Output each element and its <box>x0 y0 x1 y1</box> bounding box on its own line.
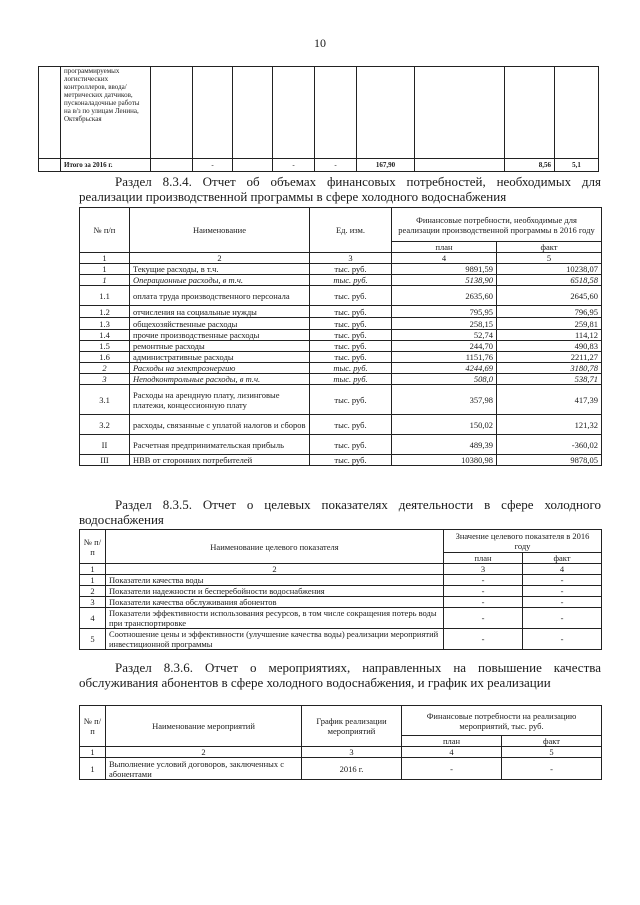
row-name: расходы, связанные с уплатой налогов и сборов <box>130 415 310 435</box>
continuation-table <box>38 66 599 172</box>
column-number: 4 <box>402 747 502 758</box>
row-name: оплата труда производственного персонала <box>130 286 310 306</box>
column-number: 1 <box>80 253 130 264</box>
row-unit: тыс. руб. <box>310 352 392 363</box>
row-unit: тыс. руб. <box>310 330 392 341</box>
row-number: 3 <box>80 374 130 385</box>
row-name: Расчетная предпринимательская прибыль <box>130 435 310 455</box>
row-fact-value: - <box>523 597 602 608</box>
total-cell: - <box>273 159 315 172</box>
header-unit: Ед. изм. <box>310 208 392 253</box>
table-row <box>80 330 602 341</box>
total-cell: 8,56 <box>505 159 555 172</box>
row-number: 3 <box>80 597 106 608</box>
header-name: Наименование мероприятий <box>106 706 302 747</box>
row-name: Операционные расходы, в т.ч. <box>130 275 310 286</box>
row-fact-value: 114,12 <box>497 330 602 341</box>
row-fact-value: 490,83 <box>497 341 602 352</box>
column-number: 5 <box>502 747 602 758</box>
row-plan-value: 9891,59 <box>392 264 497 275</box>
header-name: Наименование целевого показателя <box>106 530 444 564</box>
table-row <box>80 306 602 318</box>
column-number: 1 <box>80 564 106 575</box>
table-row <box>80 374 602 385</box>
total-cell: 167,90 <box>357 159 415 172</box>
header-finance: Финансовые потребности на реализацию мероприятий, тыс. руб. <box>402 706 602 736</box>
section-title-8-3-6: Раздел 8.3.6. Отчет о мероприятиях, направленных на повышение качества обслуживания абонентов в сфере холодного водоснабжения, и график их реализации <box>79 660 601 690</box>
row-name: Неподконтрольные расходы, в т.ч. <box>130 374 310 385</box>
row-fact-value: - <box>523 608 602 629</box>
row-fact-value: -360,02 <box>497 435 602 455</box>
column-number: 2 <box>130 253 310 264</box>
target-indicators-table <box>79 529 602 650</box>
row-unit: тыс. руб. <box>310 318 392 330</box>
row-fact-value: 2645,60 <box>497 286 602 306</box>
header-fact: факт <box>523 553 602 564</box>
row-number: 1.1 <box>80 286 130 306</box>
table-row <box>80 597 602 608</box>
row-fact-value: 538,71 <box>497 374 602 385</box>
row-plan-value: 4244,69 <box>392 363 497 374</box>
row-plan-value: - <box>444 586 523 597</box>
row-fact-value: 2211,27 <box>497 352 602 363</box>
table-row <box>80 385 602 415</box>
table-row <box>80 415 602 435</box>
row-plan-value: - <box>402 758 502 780</box>
header-name: Наименование <box>130 208 310 253</box>
row-number: 1.2 <box>80 306 130 318</box>
row-plan-value: 258,15 <box>392 318 497 330</box>
row-fact-value: - <box>502 758 602 780</box>
section-title-8-3-4: Раздел 8.3.4. Отчет об объемах финансовых потребностей, необходимых для реализации производственной программы в сфере холодного водоснабжения <box>79 174 601 204</box>
row-number: 5 <box>80 629 106 650</box>
financial-needs-table <box>79 207 602 466</box>
row-name: НВВ от сторонних потребителей <box>130 455 310 466</box>
header-num: № п/п <box>80 208 130 253</box>
row-fact-value: 121,32 <box>497 415 602 435</box>
column-number: 5 <box>497 253 602 264</box>
row-unit: тыс. руб. <box>310 374 392 385</box>
row-name: Показатели качества обслуживания абонентов <box>106 597 444 608</box>
row-fact-value: 6518,58 <box>497 275 602 286</box>
row-number: 1.5 <box>80 341 130 352</box>
table-row <box>80 575 602 586</box>
total-row <box>39 159 599 172</box>
total-cell <box>233 159 273 172</box>
table-row <box>80 608 602 629</box>
header-fact: факт <box>502 736 602 747</box>
header-num: № п/п <box>80 530 106 564</box>
row-name: отчисления на социальные нужды <box>130 306 310 318</box>
row-fact-value: 259,81 <box>497 318 602 330</box>
row-plan-value: 2635,60 <box>392 286 497 306</box>
column-number: 3 <box>310 253 392 264</box>
page-number: 10 <box>314 36 326 50</box>
column-number: 2 <box>106 747 302 758</box>
row-number: 1.4 <box>80 330 130 341</box>
table-row <box>80 455 602 466</box>
row-number: 2 <box>80 586 106 597</box>
row-name: ремонтные расходы <box>130 341 310 352</box>
row-fact-value: - <box>523 575 602 586</box>
section-title-8-3-5: Раздел 8.3.5. Отчет о целевых показателях деятельности в сфере холодного водоснабжения <box>79 497 601 527</box>
header-value: Значение целевого показателя в 2016 году <box>444 530 602 553</box>
row-unit: тыс. руб. <box>310 286 392 306</box>
row-fact-value: 10238,07 <box>497 264 602 275</box>
column-number: 4 <box>523 564 602 575</box>
total-cell: Итого за 2016 г. <box>61 159 151 172</box>
column-number-row <box>80 747 602 758</box>
header-plan: план <box>402 736 502 747</box>
row-plan-value: 508,0 <box>392 374 497 385</box>
row-number: 2 <box>80 363 130 374</box>
row-fact-value: - <box>523 629 602 650</box>
row-fact-value: 796,95 <box>497 306 602 318</box>
row-number: 1.3 <box>80 318 130 330</box>
column-number: 2 <box>106 564 444 575</box>
table-row <box>80 318 602 330</box>
total-cell: - <box>193 159 233 172</box>
row-plan-value: - <box>444 575 523 586</box>
table-row <box>80 435 602 455</box>
row-name: административные расходы <box>130 352 310 363</box>
table-row <box>80 352 602 363</box>
row-number: 1 <box>80 758 106 780</box>
table-row <box>80 629 602 650</box>
column-number: 3 <box>302 747 402 758</box>
row-unit: тыс. руб. <box>310 385 392 415</box>
row-name: общехозяйственные расходы <box>130 318 310 330</box>
row-name: Выполнение условий договоров, заключенных с абонентами <box>106 758 302 780</box>
row-plan-value: - <box>444 608 523 629</box>
row-name: Показатели качества воды <box>106 575 444 586</box>
row-unit: тыс. руб. <box>310 341 392 352</box>
row-number: 1 <box>80 264 130 275</box>
row-unit: тыс. руб. <box>310 363 392 374</box>
row-plan-value: - <box>444 629 523 650</box>
header-plan: план <box>444 553 523 564</box>
header-num: № п/п <box>80 706 106 747</box>
row-plan-value: 489,39 <box>392 435 497 455</box>
row-name: Текущие расходы, в т.ч. <box>130 264 310 275</box>
total-cell: 5,1 <box>555 159 599 172</box>
row-unit: тыс. руб. <box>310 435 392 455</box>
row-fact-value: 417,39 <box>497 385 602 415</box>
row-name: Расходы на электроэнергию <box>130 363 310 374</box>
row-fact-value: - <box>523 586 602 597</box>
row-plan-value: 5138,90 <box>392 275 497 286</box>
work-description: программируемых логистических контроллеров, ввода/метрических датчиков, пусконаладочные работы на в/з по улицам Ленина, Октябрьская <box>61 67 151 159</box>
row-name: Показатели эффективности использования ресурсов, в том числе сокращения потерь воды при транспортировке <box>106 608 444 629</box>
column-number: 1 <box>80 747 106 758</box>
total-cell: - <box>315 159 357 172</box>
row-plan-value: 52,74 <box>392 330 497 341</box>
row-fact-value: 3180,78 <box>497 363 602 374</box>
row-schedule: 2016 г. <box>302 758 402 780</box>
row-name: прочие производственные расходы <box>130 330 310 341</box>
row-unit: тыс. руб. <box>310 275 392 286</box>
header-fact: факт <box>497 242 602 253</box>
row-number: III <box>80 455 130 466</box>
table-row <box>80 758 602 780</box>
row-unit: тыс. руб. <box>310 415 392 435</box>
row-number: 4 <box>80 608 106 629</box>
total-cell <box>415 159 505 172</box>
row-plan-value: 150,02 <box>392 415 497 435</box>
row-plan-value: 10380,98 <box>392 455 497 466</box>
total-cell <box>151 159 193 172</box>
table-row <box>80 363 602 374</box>
row-number: 3.2 <box>80 415 130 435</box>
row-plan-value: - <box>444 597 523 608</box>
table-row <box>80 264 602 275</box>
table-row <box>80 341 602 352</box>
row-plan-value: 244,70 <box>392 341 497 352</box>
column-number: 3 <box>444 564 523 575</box>
row-plan-value: 1151,76 <box>392 352 497 363</box>
row-unit: тыс. руб. <box>310 455 392 466</box>
row-number: 1 <box>80 275 130 286</box>
table-row <box>80 275 602 286</box>
row-plan-value: 795,95 <box>392 306 497 318</box>
row-number: 1 <box>80 575 106 586</box>
row-unit: тыс. руб. <box>310 306 392 318</box>
row-name: Расходы на арендную плату, лизинговые платежи, концессионную плату <box>130 385 310 415</box>
activities-table <box>79 705 602 780</box>
row-number: 3.1 <box>80 385 130 415</box>
row-name: Показатели надежности и бесперебойности водоснабжения <box>106 586 444 597</box>
row-plan-value: 357,98 <box>392 385 497 415</box>
row-unit: тыс. руб. <box>310 264 392 275</box>
row-name: Соотношение цены и эффективности (улучшение качества воды) реализации мероприятий инвестиционной программы <box>106 629 444 650</box>
column-number-row <box>80 564 602 575</box>
row-number: 1.6 <box>80 352 130 363</box>
column-number: 4 <box>392 253 497 264</box>
row-number: II <box>80 435 130 455</box>
table-row <box>80 286 602 306</box>
column-number-row <box>80 253 602 264</box>
table-row <box>80 586 602 597</box>
header-schedule: График реализации мероприятий <box>302 706 402 747</box>
header-plan: план <box>392 242 497 253</box>
header-finance: Финансовые потребности, необходимые для реализации производственной программы в 2016 году <box>392 208 602 242</box>
row-fact-value: 9878,05 <box>497 455 602 466</box>
